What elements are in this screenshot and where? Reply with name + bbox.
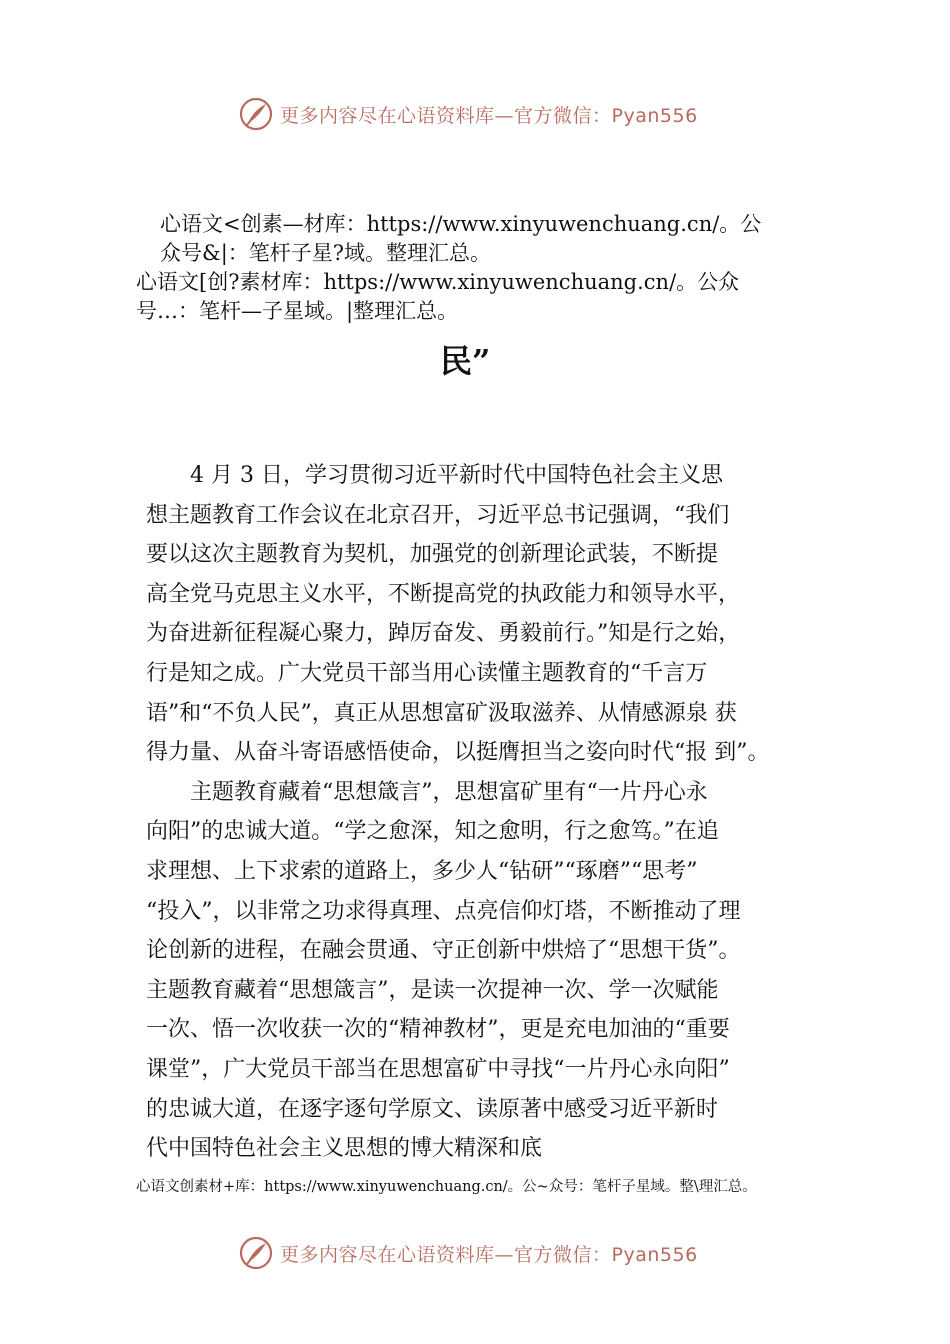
body-line: 想主题教育工作会议在北京召开，习近平总书记强调，“我们 <box>146 502 730 528</box>
watermark-line: 众号&|：笔杆子星?域。整理汇总。 <box>160 241 492 265</box>
body-line: 课堂”，广大党员干部当在思想富矿中寻找“一片丹心永向阳” <box>146 1057 730 1082</box>
header-banner <box>238 94 698 134</box>
watermark-line: 号…：笔杆—子星域。|整理汇总。 <box>136 299 459 323</box>
body-line: 论创新的进程，在融会贯通、守正创新中烘焙了“思想干货”。 <box>146 938 741 964</box>
body-line: 求理想、上下求索的道路上，多少人“钻研”“琢磨”“思考” <box>146 859 698 884</box>
wechat-id: Pyan556 <box>611 104 698 127</box>
banner-text: 更多内容尽在心语资料库—官方微信：Pyan556 <box>280 1243 698 1266</box>
body-line: 为奋进新征程凝心聚力，踔厉奋发、勇毅前行。”知是行之始， <box>146 621 741 647</box>
body-line: 要以这次主题教育为契机，加强党的创新理论武装，不断提 <box>146 542 719 568</box>
wechat-id: Pyan556 <box>611 1243 698 1266</box>
footer-banner <box>238 1233 698 1273</box>
feather-pen-logo-icon <box>238 96 274 132</box>
body-line: 语”和“不负人民”，真正从思想富矿汲取滋养、从情感源泉 获 <box>146 700 737 726</box>
watermark-line: 心语文[创?素材库：https://www.xinyuwenchuang.cn/。公众 <box>136 270 740 294</box>
page-title: 民” <box>440 342 491 380</box>
body-line: 高全党马克思主义水平，不断提高党的执政能力和领导水平， <box>146 581 741 607</box>
body-line: 向阳”的忠诚大道。“学之愈深，知之愈明，行之愈笃。”在追 <box>146 819 719 845</box>
body-line: 4 月 3 日，学习贯彻习近平新时代中国特色社会主义思 <box>146 463 723 488</box>
feather-pen-logo-icon <box>238 1235 274 1271</box>
body-line: 的忠诚大道，在逐字逐句学原文、读原著中感受习近平新时 <box>146 1096 719 1122</box>
watermark-line: 心语文<创素—材库：https://www.xinyuwenchuang.cn/。公 <box>160 212 762 236</box>
body-line: “投入”，以非常之功求得真理、点亮信仰灯塔，不断推动了理 <box>146 898 741 924</box>
body-line: 主题教育藏着“思想箴言”，是读一次提神一次、学一次赋能 <box>146 977 719 1003</box>
footer-watermark: 心语文创素材+库：https://www.xinyuwenchuang.cn/。公~众号：笔杆子星域。整\理汇总。 <box>136 1179 757 1195</box>
body-line: 行是知之成。广大党员干部当用心读懂主题教育的“千言万 <box>146 661 708 686</box>
banner-text: 更多内容尽在心语资料库—官方微信：Pyan556 <box>280 104 698 127</box>
body-line: 一次、悟一次收获一次的“精神教材”，更是充电加油的“重要 <box>146 1017 730 1043</box>
body-line: 主题教育藏着“思想箴言”，思想富矿里有“一片丹心永 <box>146 779 708 805</box>
body-line: 得力量、从奋斗寄语感悟使命，以挺膺担当之姿向时代“报 到”。 <box>146 740 770 766</box>
body-line: 代中国特色社会主义思想的博大精深和底 <box>146 1136 543 1162</box>
